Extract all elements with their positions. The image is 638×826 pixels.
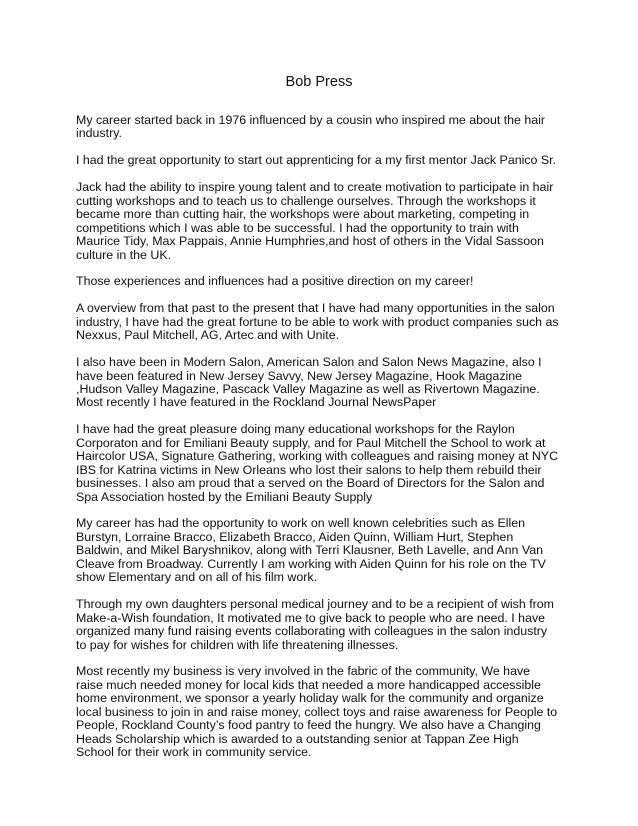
paragraph-make-a-wish: Through my own daughters personal medical journey and to be a recipient of wish from Make-a-Wish foundation, It motivated me to give back to people who are need. I have organized many fund raising events collaborating with colleagues in the salon industry to pay for wishes for children with life threatening illnesses. — [76, 597, 554, 652]
document-body — [76, 114, 566, 773]
paragraph-apprenticeship: I had the great opportunity to start out apprenticing for a my first mentor Jack Panico Sr. — [76, 153, 557, 168]
document-title: Bob Press — [285, 74, 353, 90]
paragraph-experiences: Those experiences and influences had a positive direction on my career! — [76, 274, 474, 289]
paragraph-magazines: I also have been in Modern Salon, American Salon and Salon News Magazine, also I have been featured in New Jersey Savvy, New Jersey Magazine, Hook Magazine ,Hudson Valley Magazine, Pascack Valley Magazine as well as Rivertown Magazine. Most recently I have featured in the Rockland Journal NewsPaper — [76, 355, 542, 410]
paragraph-workshops: I have had the great pleasure doing many educational workshops for the Raylon Corporaton and for Emiliani Beauty supply, and for Paul Mitchell the School to work at Haircolor USA, Signature Gathering, working with colleagues and raising money at NYC IBS for Katrina victims in New Orleans who lost their salons to help them rebuild their businesses. I also am proud that a served on the Board of Directors for the Salon and Spa Association hosted by the Emiliani Beauty Supply — [76, 422, 559, 504]
paragraph-overview: A overview from that past to the present that I have had many opportunities in the salon industry, I have had the great fortune to be able to work with product companies such as Nexxus, Paul Mitchell, AG, Artec and with Unite. — [76, 301, 559, 343]
paragraph-community: Most recently my business is very involved in the fabric of the community, We have raise much needed money for local kids that needed a more handicapped accessible home environment, we sponsor a yearly holiday walk for the community and organize local business to join in and raise money, collect toys and raise awareness for People to People, Rockland County’s food pantry to feed the hungry. We also have a Changing Heads Scholarship which is awarded to a outstanding senior at Tappan Zee High School for their work in community service. — [76, 664, 558, 760]
paragraph-career-start: My career started back in 1976 influenced by a cousin who inspired me about the hair industry. — [76, 113, 546, 141]
paragraph-celebrities: My career has had the opportunity to work on well known celebrities such as Ellen Burstyn, Lorraine Bracco, Elizabeth Bracco, Aiden Quinn, William Hurt, Stephen Baldwin, and Mikel Baryshnikov, along with Terri Klausner, Beth Lavelle, and Ann Van Cleave from Broadway. Currently I am working with Aiden Quinn for his role on the TV show Elementary and on all of his film work. — [76, 516, 546, 585]
paragraph-jack-panico: Jack had the ability to inspire young talent and to create motivation to participate in hair cutting workshops and to teach us to challenge ourselves. Through the workshops it became more than cutting hair, the workshops were about marketing, competing in competitions which I was able to be successful. I had the opportunity to train with Maurice Tidy, Max Pappais, Annie Humphries,and host of others in the Vidal Sassoon culture in the UK. — [76, 180, 554, 262]
